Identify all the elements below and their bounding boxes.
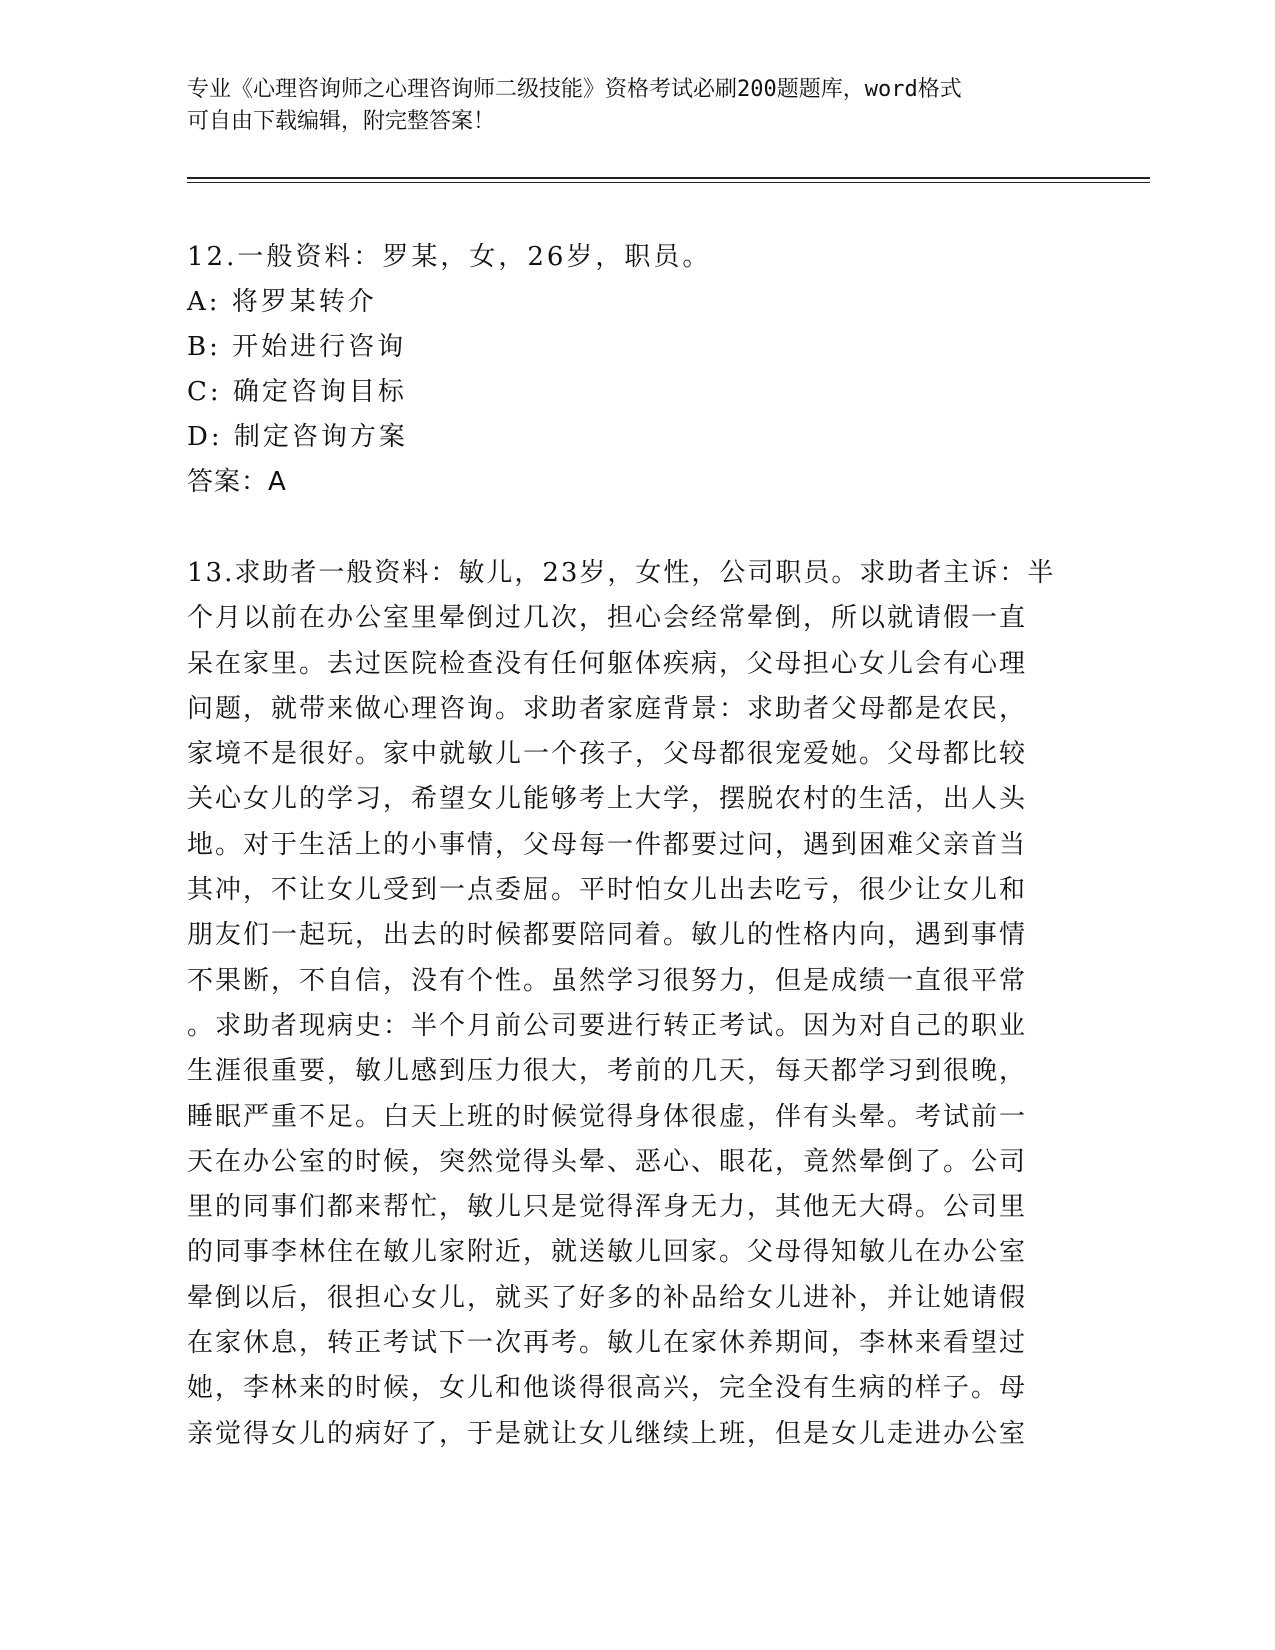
question-12-option-a: A: 将罗某转介 [187, 287, 377, 317]
question-13 [187, 551, 1055, 1457]
question-13-line: 家境不是很好。家中就敏儿一个孩子，父母都很宠爱她。父母都比较 [187, 739, 1028, 770]
question-12 [187, 235, 711, 505]
question-12-option-b: B: 开始进行咨询 [187, 332, 407, 362]
question-13-line: 里的同事们都来帮忙，敏儿只是觉得浑身无力，其他无大碍。公司里 [187, 1192, 1028, 1223]
question-13-line: 她，李林来的时候，女儿和他谈得很高兴，完全没有生病的样子。母 [187, 1373, 1028, 1404]
question-12-stem: 12.一般资料：罗某，女，26岁，职员。 [187, 242, 712, 272]
question-13-line: 的同事李林住在敏儿家附近，就送敏儿回家。父母得知敏儿在办公室 [187, 1237, 1028, 1268]
question-12-option-c: C: 确定咨询目标 [187, 377, 407, 407]
question-13-line: 亲觉得女儿的病好了，于是就让女儿继续上班，但是女儿走进办公室 [187, 1418, 1028, 1449]
question-13-line: 不果断，不自信，没有个性。虽然学习很努力，但是成绩一直很平常 [187, 965, 1028, 996]
question-13-line: 问题，就带来做心理咨询。求助者家庭背景：求助者父母都是农民， [187, 693, 1028, 724]
header-divider-thin [187, 182, 1150, 183]
question-13-line: 。求助者现病史：半个月前公司要进行转正考试。因为对自己的职业 [187, 1010, 1028, 1041]
question-13-line: 天在办公室的时候，突然觉得头晕、恶心、眼花，竟然晕倒了。公司 [187, 1146, 1028, 1177]
question-13-line: 其冲，不让女儿受到一点委屈。平时怕女儿出去吃亏，很少让女儿和 [187, 875, 1028, 906]
question-13-line: 关心女儿的学习，希望女儿能够考上大学，摆脱农村的生活，出人头 [187, 784, 1028, 815]
question-13-line: 睡眠严重不足。白天上班的时候觉得身体很虚，伴有头晕。考试前一 [187, 1101, 1028, 1132]
question-13-line: 地。对于生活上的小事情，父母每一件都要过问，遇到困难父亲首当 [187, 829, 1028, 860]
question-13-line: 13.求助者一般资料：敏儿，23岁，女性，公司职员。求助者主诉：半 [187, 558, 1056, 588]
header-divider-thick [187, 177, 1150, 179]
question-13-line: 朋友们一起玩，出去的时候都要陪同着。敏儿的性格内向，遇到事情 [187, 920, 1028, 951]
question-12-answer: 答案：A [187, 467, 287, 497]
question-13-line: 晕倒以后，很担心女儿，就买了好多的补品给女儿进补，并让她请假 [187, 1282, 1028, 1313]
question-13-line: 个月以前在办公室里晕倒过几次，担心会经常晕倒，所以就请假一直 [187, 603, 1028, 634]
question-13-line: 呆在家里。去过医院检查没有任何躯体疾病，父母担心女儿会有心理 [187, 648, 1028, 679]
question-12-option-d: D: 制定咨询方案 [187, 422, 408, 452]
header-line-1: 专业《心理咨询师之心理咨询师二级技能》资格考试必刷200题题库，word格式 [187, 77, 962, 102]
header-line-2: 可自由下载编辑，附完整答案！ [187, 109, 496, 134]
document-header [187, 74, 1067, 138]
question-13-line: 生涯很重要，敏儿感到压力很大，考前的几天，每天都学习到很晚， [187, 1056, 1028, 1087]
question-13-line: 在家休息，转正考试下一次再考。敏儿在家休养期间，李林来看望过 [187, 1328, 1028, 1359]
